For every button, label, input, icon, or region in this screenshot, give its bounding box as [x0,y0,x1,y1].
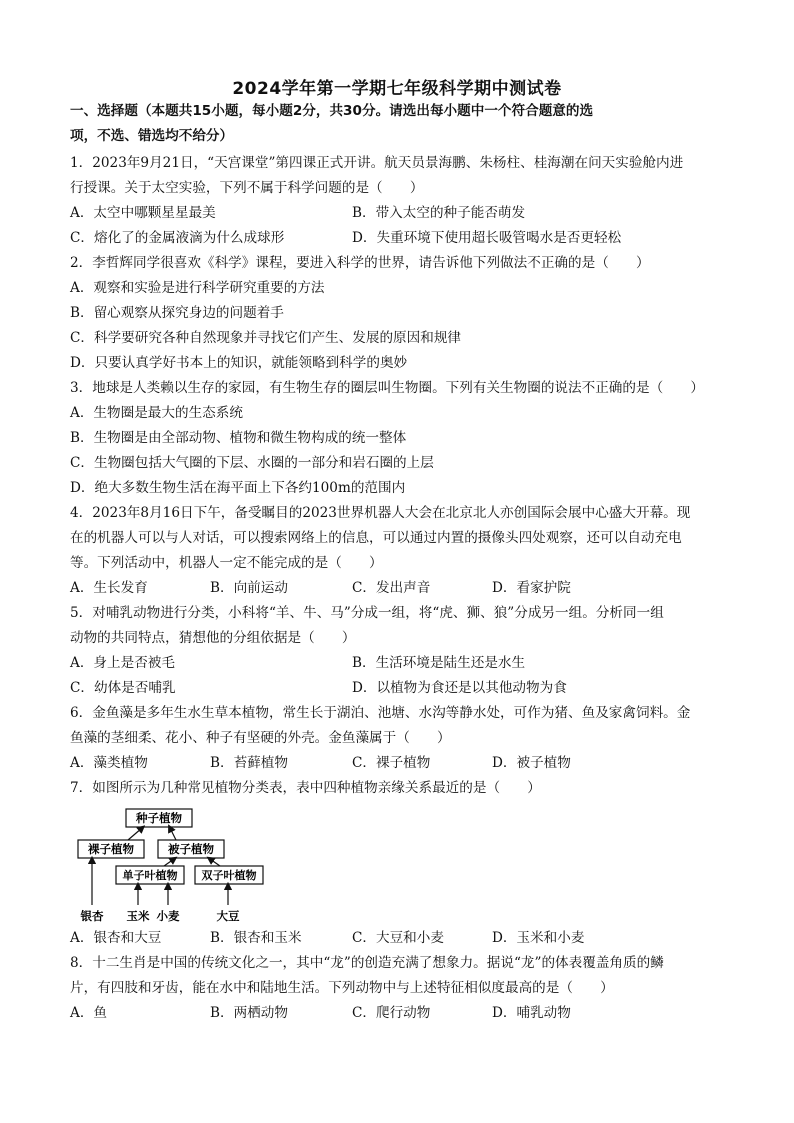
q8-option-c: C．爬行动物 [352,1005,431,1021]
q2-stem-line1: 2．李哲辉同学很喜欢《科学》课程，要进入科学的世界，请告诉他下列做法不正确的是（ ） [70,255,650,271]
plant-classification-diagram [70,803,280,928]
q3-option-a: A．生物圈是最大的生态系统 [70,405,243,421]
q4-option-c: C．发出声音 [352,580,431,596]
label-corn: 玉米 [126,909,150,923]
q3-stem-line1: 3．地球是人类赖以生存的家园，有生物生存的圈层叫生物圈。下列有关生物圈的说法不正确的是（ ） [70,380,704,396]
q7-option-c: C．大豆和小麦 [352,930,444,946]
label-ginkgo: 银杏 [80,909,104,923]
q4-stem-line3: 等。下列活动中，机器人一定不能完成的是（ ） [70,555,383,571]
q5-option-d: D．以植物为食还是以其他动物为食 [352,680,567,696]
q1-option-c: C．熔化了的金属液滴为什么成球形 [70,230,285,246]
q7-option-b: B．银杏和玉米 [210,930,302,946]
q3-option-d: D．绝大多数生物生活在海平面上下各约100m的范围内 [70,480,406,496]
q4-stem-line2: 在的机器人可以与人对话，可以搜索网络上的信息，可以通过内置的摄像头四处观察，还可以自动充电 [70,530,682,546]
q4-option-d: D．看家护院 [492,580,571,596]
q4-stem-line1: 4．2023年8月16日下午，备受瞩目的2023世界机器人大会在北京北人亦创国际会展中心盛大开幕。现 [70,505,691,521]
label-monocots: 单子叶植物 [122,869,178,882]
exam-title: 2024学年第一学期七年级科学期中测试卷 [232,79,562,99]
q8-stem-line2: 片，有四肢和牙齿，能在水中和陆地生活。下列动物中与上述特征相似度最高的是（ ） [70,980,614,996]
arrow-angio-to-seed [170,828,176,840]
q6-option-a: A．藻类植物 [70,755,148,771]
q4-option-b: B．向前运动 [210,580,288,596]
label-seed-plants: 种子植物 [136,811,182,825]
q8-stem-line1: 8．十二生肖是中国的传统文化之一，其中“龙”的创造充满了想象力。据说“龙”的体表覆盖角质的鳞 [70,955,664,971]
q7-stem-line1: 7．如图所示为几种常见植物分类表，表中四种植物亲缘关系最近的是（ ） [70,780,541,796]
q1-stem-line2: 行授课。关于太空实验，下列不属于科学问题的是（ ） [70,180,424,196]
q7-option-d: D．玉米和小麦 [492,930,585,946]
q5-option-c: C．幼体是否哺乳 [70,680,176,696]
q1-option-b: B．带入太空的种子能否萌发 [352,205,526,221]
q2-option-d: D．只要认真学好书本上的知识，就能领略到科学的奥妙 [70,355,408,371]
q2-option-a: A．观察和实验是进行科学研究重要的方法 [70,280,325,296]
q5-stem-line1: 5．对哺乳动物进行分类，小科将“羊、牛、马”分成一组，将“虎、狮、狼”分成另一组。分析同一组 [70,605,664,621]
q6-option-b: B．苔藓植物 [210,755,288,771]
section-heading-line1: 一、选择题（本题共15小题，每小题2分，共30分。请选出每小题中一个符合题意的选 [70,103,594,119]
q5-option-a: A．身上是否被毛 [70,655,175,671]
label-gymnosperms: 裸子植物 [88,842,134,856]
q4-option-a: A．生长发育 [70,580,148,596]
q3-option-b: B．生物圈是由全部动物、植物和微生物构成的统一整体 [70,430,407,446]
q8-option-b: B．两栖动物 [210,1005,288,1021]
arrow-dicot-to-angio [210,859,220,866]
label-wheat: 小麦 [156,909,180,923]
q5-stem-line2: 动物的共同特点，猜想他的分组依据是（ ） [70,630,356,646]
q1-option-d: D．失重环境下使用超长吸管喝水是否更轻松 [352,230,622,246]
arrow-gymno-to-seed [128,828,142,840]
q6-stem-line1: 6．金鱼藻是多年生水生草本植物，常生长于湖泊、池塘、水沟等静水处，可作为猪、鱼及家禽饲料。金 [70,705,691,721]
q6-stem-line2: 鱼藻的茎细柔、花小、种子有坚硬的外壳。金鱼藻属于（ ） [70,730,451,746]
label-soybean: 大豆 [216,909,240,923]
section-heading-line2: 项，不选、错选均不给分） [70,128,234,144]
q3-option-c: C．生物圈包括大气圈的下层、水圈的一部分和岩石圈的上层 [70,455,434,471]
q6-option-c: C．裸子植物 [352,755,431,771]
q8-option-d: D．哺乳动物 [492,1005,571,1021]
q6-option-d: D．被子植物 [492,755,571,771]
label-angiosperms: 被子植物 [168,842,214,856]
arrow-mono-to-angio [164,859,174,866]
q1-option-a: A．太空中哪颗星星最美 [70,205,216,221]
q1-stem-line1: 1．2023年9月21日，“天宫课堂”第四课正式开讲。航天员景海鹏、朱杨柱、桂海潮在问天实验舱内进 [70,155,684,171]
q8-option-a: A．鱼 [70,1005,108,1021]
q2-option-c: C．科学要研究各种自然现象并寻找它们产生、发展的原因和规律 [70,330,462,346]
label-dicots: 双子叶植物 [201,869,257,882]
q7-option-a: A．银杏和大豆 [70,930,162,946]
q2-option-b: B．留心观察从探究身边的问题着手 [70,305,284,321]
q5-option-b: B．生活环境是陆生还是水生 [352,655,526,671]
